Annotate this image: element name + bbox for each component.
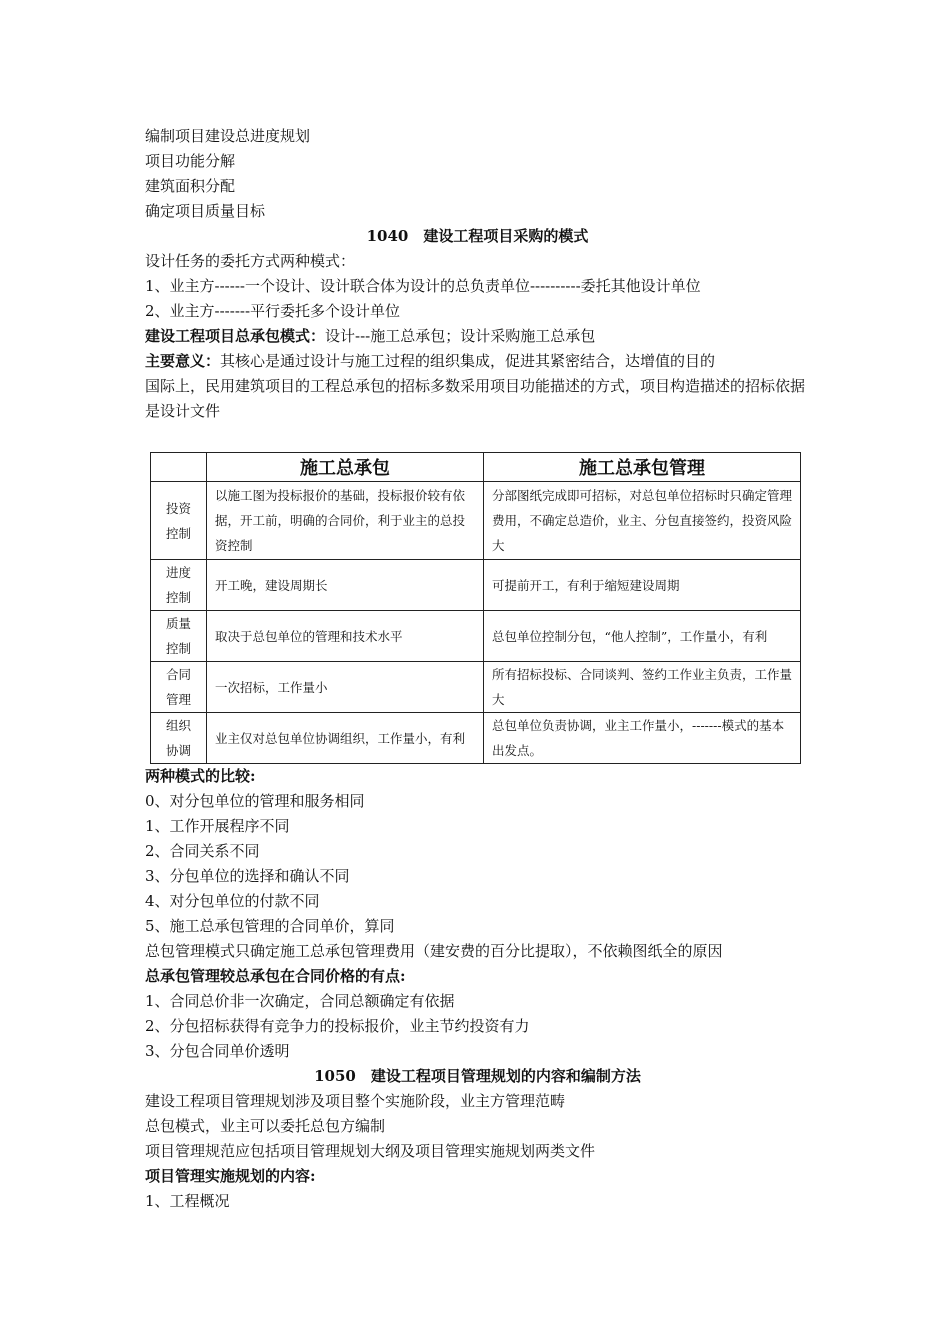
general-contract-cell: 一次招标，工作量小 [207, 662, 484, 713]
meaning-text: 其核心是通过设计与施工过程的组织集成，促进其紧密结合，达增值的目的 [220, 352, 716, 370]
advantages-title: 总承包管理较总承包在合同价格的有点: [145, 967, 406, 985]
contract-management-cell: 总包单位控制分包，“他人控制”，工作量小，有利 [484, 611, 801, 662]
comparison-item: 1、工作开展程序不同 [145, 817, 290, 835]
intro-line: 建筑面积分配 [145, 177, 236, 195]
row-header: 合同 管理 [151, 662, 207, 713]
comparison-item: 0、对分包单位的管理和服务相同 [145, 792, 365, 810]
meaning-line [145, 349, 810, 374]
comparison-title: 两种模式的比较: [145, 767, 256, 785]
contract-management-cell: 所有招标投标、合同谈判、签约工作业主负责，工作量大 [484, 662, 801, 713]
paragraph-line: 1、业主方------一个设计、设计联合体为设计的总负责单位----------委托其他设计单位 [145, 277, 701, 295]
table-header-row [151, 453, 801, 482]
contract-management-cell: 可提前开工，有利于缩短建设周期 [484, 560, 801, 611]
total-contract-line [145, 324, 810, 349]
row-header: 投资 控制 [151, 482, 207, 560]
international-paragraph: 国际上，民用建筑项目的工程总承包的招标多数采用项目功能描述的方式，项目构造描述的招标依据是设计文件 [145, 377, 806, 420]
contract-management-cell: 分部图纸完成即可招标，对总包单位招标时只确定管理费用，不确定总造价，业主、分包直接签约，投资风险大 [484, 482, 801, 560]
paragraph-line: 设计任务的委托方式两种模式： [145, 252, 356, 270]
general-contract-cell: 取决于总包单位的管理和技术水平 [207, 611, 484, 662]
comparison-item: 3、分包单位的选择和确认不同 [145, 867, 350, 885]
table-header-contract-management: 施工总承包管理 [484, 453, 801, 482]
row-header: 组织 协调 [151, 713, 207, 764]
comparison-item: 2、合同关系不同 [145, 842, 260, 860]
paragraph-line: 项目管理规范应包括项目管理规划大纲及项目管理实施规划两类文件 [145, 1142, 596, 1160]
document-page [145, 124, 810, 1214]
comparison-note: 总包管理模式只确定施工总承包管理费用（建安费的百分比提取），不依赖图纸全的原因 [145, 942, 723, 960]
paragraph-line: 建设工程项目管理规划涉及项目整个实施阶段，业主方管理范畴 [145, 1092, 566, 1110]
row-header: 质量 控制 [151, 611, 207, 662]
table-row [151, 560, 801, 611]
general-contract-cell: 开工晚，建设周期长 [207, 560, 484, 611]
section-1050-title: 1050 建设工程项目管理规划的内容和编制方法 [314, 1067, 641, 1085]
comparison-table [150, 452, 801, 764]
table-row [151, 662, 801, 713]
general-contract-cell: 以施工图为投标报价的基础，投标报价较有依据，开工前，明确的合同价，利于业主的总投资控制 [207, 482, 484, 560]
paragraph-line: 2、业主方-------平行委托多个设计单位 [145, 302, 401, 320]
content-title: 项目管理实施规划的内容: [145, 1167, 316, 1185]
comparison-item: 5、施工总承包管理的合同单价，算同 [145, 917, 395, 935]
meaning-label: 主要意义： [145, 352, 221, 370]
comparison-item: 4、对分包单位的付款不同 [145, 892, 320, 910]
contract-management-cell: 总包单位负责协调，业主工作量小，-------模式的基本出发点。 [484, 713, 801, 764]
paragraph-line: 总包模式，业主可以委托总包方编制 [145, 1117, 386, 1135]
advantage-item: 3、分包合同单价透明 [145, 1042, 290, 1060]
table-header-empty [151, 453, 207, 482]
row-header: 进度 控制 [151, 560, 207, 611]
table-row [151, 611, 801, 662]
table-row [151, 713, 801, 764]
advantage-item: 1、合同总价非一次确定，合同总额确定有依据 [145, 992, 455, 1010]
intro-line: 编制项目建设总进度规划 [145, 127, 311, 145]
general-contract-cell: 业主仅对总包单位协调组织，工作量小，有利 [207, 713, 484, 764]
intro-line: 项目功能分解 [145, 152, 236, 170]
total-contract-text: 设计---施工总承包；设计采购施工总承包 [325, 327, 596, 345]
section-1040-title: 1040 建设工程项目采购的模式 [366, 227, 589, 245]
table-header-general-contract: 施工总承包 [207, 453, 484, 482]
intro-line: 确定项目质量目标 [145, 202, 266, 220]
table-row [151, 482, 801, 560]
total-contract-label: 建设工程项目总承包模式： [145, 327, 326, 345]
content-item: 1、工程概况 [145, 1192, 230, 1210]
advantage-item: 2、分包招标获得有竞争力的投标报价，业主节约投资有力 [145, 1017, 530, 1035]
